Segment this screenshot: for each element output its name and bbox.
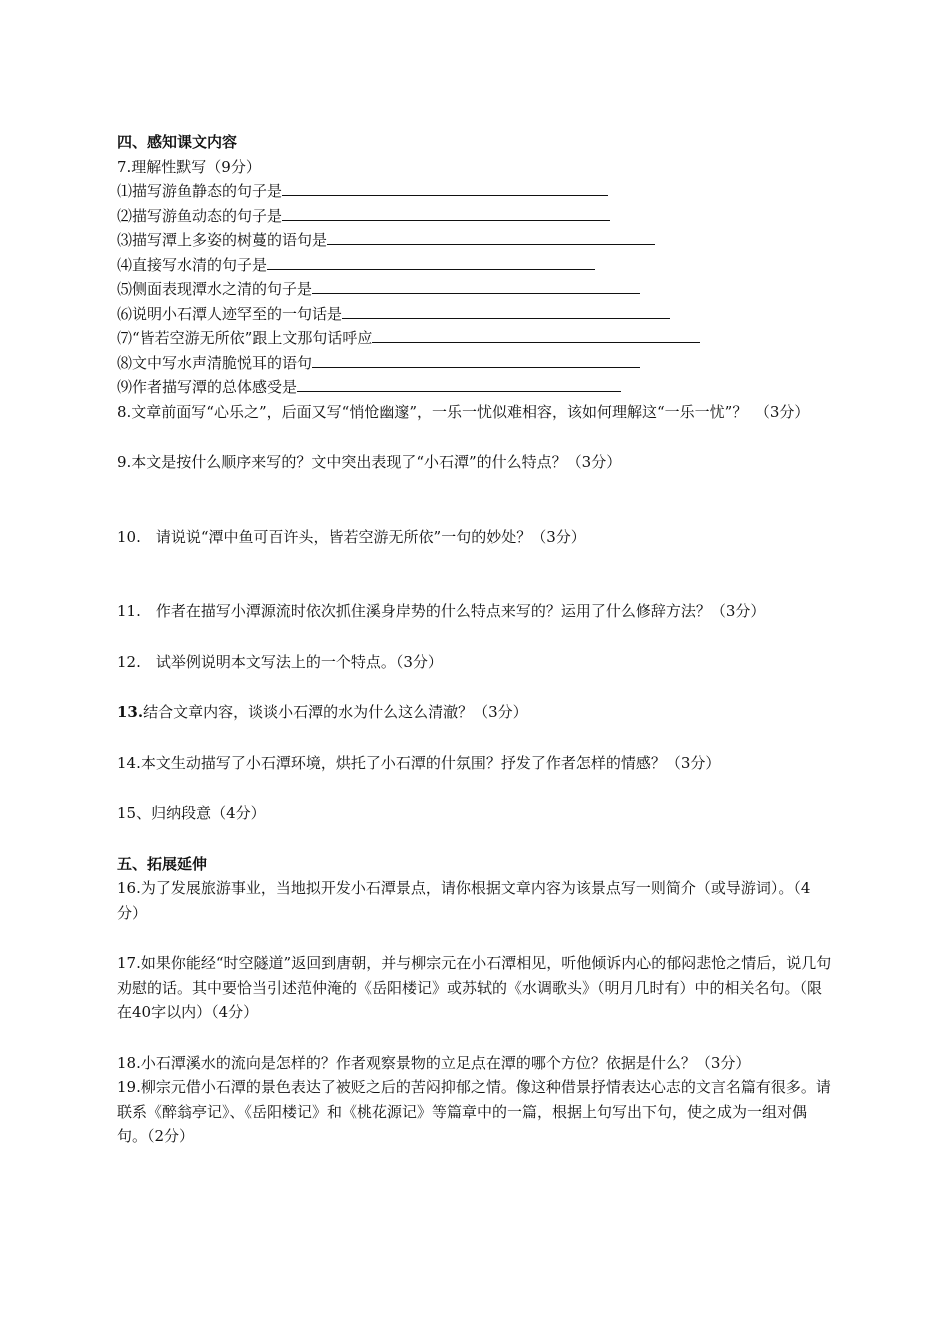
q7-item-3 (117, 228, 832, 253)
q7-item-8 (117, 351, 832, 376)
q7-item-5 (117, 277, 832, 302)
answer-blank[interactable] (282, 204, 610, 221)
question-11: 11. 作者在描写小潭源流时依次抓住溪身岸势的什么特点来写的？运用了什么修辞方法？（3分） (117, 602, 766, 620)
q7-item-1 (117, 179, 832, 204)
section5-title: 五、拓展延伸 (117, 854, 208, 873)
q7-item-4-text: ⑷直接写水清的句子是 (117, 255, 268, 274)
q7-item-1-text: ⑴描写游鱼静态的句子是 (117, 182, 283, 200)
q7-item-5-text: ⑸侧面表现潭水之清的句子是 (117, 280, 313, 298)
q7-item-7-text: ⑺“皆若空游无所依”跟上文那句话呼应 (117, 329, 373, 347)
q7-item-4 (117, 253, 832, 278)
question-12: 12. 试举例说明本文写法上的一个特点。（3分） (117, 652, 443, 671)
question-18: 18.小石潭溪水的流向是怎样的？作者观察景物的立足点在潭的哪个方位？依据是什么？（3分） (117, 1053, 751, 1072)
answer-blank[interactable] (297, 375, 621, 392)
question-8: 8.文章前面写“心乐之”，后面又写“悄怆幽邃”，一乐一忧似难相容，该如何理解这“一乐一忧”？ （3分） (117, 402, 810, 421)
q7-item-9 (117, 375, 832, 400)
answer-blank[interactable] (342, 302, 670, 319)
q7-item-7 (117, 326, 832, 351)
answer-blank[interactable] (312, 277, 640, 294)
q7-item-6-text: ⑹说明小石潭人迹罕至的一句话是 (117, 304, 343, 323)
q7-item-2-text: ⑵描写游鱼动态的句子是 (117, 206, 283, 225)
question-14: 14.本文生动描写了小石潭环境，烘托了小石潭的什氛围？抒发了作者怎样的情感？（3分） (117, 753, 721, 772)
question-15: 15、归纳段意（4分） (117, 804, 266, 822)
answer-blank[interactable] (327, 228, 655, 245)
question-17: 17.如果你能经“时空隧道”返回到唐朝，并与柳宗元在小石潭相见，听他倾诉内心的郁闷悲怆之情后，说几句劝慰的话。其中要恰当引述范仲淹的《岳阳楼记》或苏轼的《水调歌头》（明月几时有）中的相关名句。（限在40字以内）（4分） (117, 954, 832, 1021)
q7-item-9-text: ⑼作者描写潭的总体感受是 (117, 378, 298, 396)
section4-title: 四、感知课文内容 (117, 133, 238, 151)
answer-blank[interactable] (267, 253, 595, 270)
question-9: 9.本文是按什么顺序来写的？文中突出表现了“小石潭”的什么特点？（3分） (117, 453, 622, 471)
question-10: 10. 请说说“潭中鱼可百许头，皆若空游无所依”一句的妙处？（3分） (117, 527, 586, 546)
q7-item-8-text: ⑻文中写水声清脆悦耳的语句 (117, 353, 313, 372)
question-16: 16.为了发展旅游事业，当地拟开发小石潭景点，请你根据文章内容为该景点写一则简介（或导游词）。（4分） (117, 879, 811, 922)
question-13-text: 结合文章内容，谈谈小石潭的水为什么这么清澈？（3分） (143, 703, 528, 721)
question-13-number: 13. (117, 703, 144, 721)
question-19: 19.柳宗元借小石潭的景色表达了被贬之后的苦闷抑郁之情。像这种借景抒情表达心志的文言名篇有很多。请联系《醉翁亭记》、《岳阳楼记》和《桃花源记》等篇章中的一篇，根据上句写出下句，使之成为一组对偶句。（2分） (117, 1078, 831, 1145)
question-13 (117, 700, 832, 725)
answer-blank[interactable] (282, 179, 608, 196)
q7-stem: 7.理解性默写（9分） (117, 157, 261, 176)
q7-item-2 (117, 204, 832, 229)
answer-blank[interactable] (312, 351, 640, 368)
q7-item-6 (117, 302, 832, 327)
worksheet-page (117, 130, 832, 1149)
answer-blank[interactable] (372, 326, 700, 343)
q7-item-3-text: ⑶描写潭上多姿的树蔓的语句是 (117, 231, 328, 249)
